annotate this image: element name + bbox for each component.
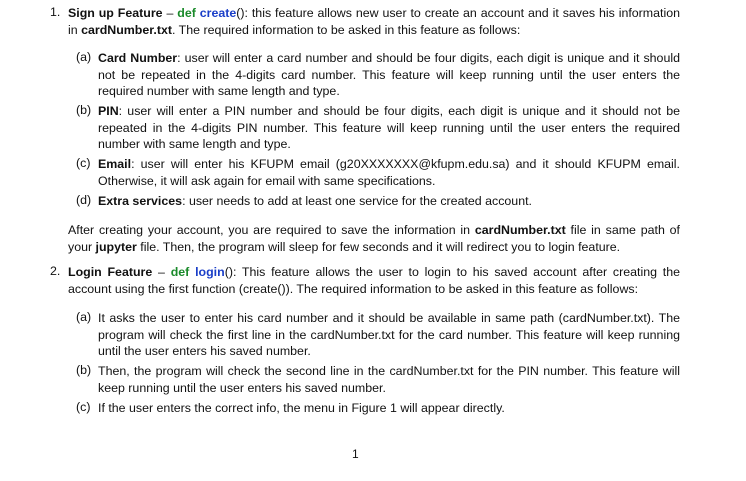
sub-item-label: (a) (76, 50, 92, 64)
sub-item-login-a (76, 310, 680, 360)
function-name: create (199, 6, 237, 20)
sub-item-label: (c) (76, 156, 91, 170)
dash: – (152, 265, 171, 279)
sub-item-extra-services (76, 193, 680, 210)
sub-item-pin (76, 103, 680, 153)
keyword-def: def (177, 6, 196, 20)
sub-item-bold: Card Number (98, 51, 178, 65)
paragraph-text: file. Then, the program will sleep for few seconds and it will redirect you to login feature. (136, 239, 621, 254)
sub-item-login-b (76, 363, 680, 396)
file-name: cardNumber.txt (474, 223, 566, 237)
item-text (68, 264, 680, 297)
sub-item-label: (a) (76, 310, 92, 324)
jupyter-label: jupyter (95, 239, 137, 254)
sub-item-body: : user will enter his KFUPM email (g20XXXXXXX@kfupm.edu.sa) and it should KFUPM email. Otherwise, it will ask again for email with same specifications. (98, 157, 680, 188)
sub-item-label: (b) (76, 363, 92, 377)
feature-title: Sign up Feature (68, 6, 163, 20)
feature-description: (): this feature allows new user to create an account and it saves his information in (68, 6, 680, 37)
sub-item-email (76, 156, 680, 189)
item-number: 2. (50, 264, 61, 278)
sub-item-text (98, 50, 680, 100)
sub-item-text: If the user enters the correct info, the menu in Figure 1 will appear directly. (98, 401, 505, 415)
feature-title: Login Feature (68, 265, 153, 279)
sub-item-bold: PIN (98, 104, 119, 118)
sub-item-text: Then, the program will check the second line in the cardNumber.txt for the PIN number. This feature will keep running until the user enters his saved number. (98, 364, 680, 395)
dash: – (162, 6, 178, 20)
feature-description-end: . The required information to be asked in this feature as follows: (171, 22, 521, 37)
paragraph-text: After creating your account, you are required to save the information in (68, 223, 475, 237)
sub-item-bold: Email (98, 157, 132, 171)
paragraph-text: file in same path of your (68, 223, 680, 254)
sub-item-text (98, 156, 680, 189)
paragraph-after-signup (68, 222, 680, 255)
file-name: cardNumber.txt (81, 22, 172, 37)
sub-item-text (98, 103, 680, 153)
list-item-sign-up (50, 5, 680, 38)
sub-item-card-number (76, 50, 680, 100)
item-text (68, 5, 680, 38)
feature-description: (): This feature allows the user to login to his saved account after creating the account using the first function (create()). The required information to be asked in this feature as follows: (68, 265, 681, 296)
sub-item-text: It asks the user to enter his card number and it should be available in same path (cardNumber.txt). The program will check the first line in the cardNumber.txt for the card number. This feature will keep running until the user enters his saved number. (98, 311, 680, 358)
page-number: 1 (352, 447, 359, 461)
sub-item-label: (c) (76, 400, 91, 414)
sub-item-login-c (76, 400, 680, 417)
sub-item-body: : user will enter a card number and should be four digits, each digit is unique and it should not be repeated in the 4-digits card number. This feature will keep running until the user enters the required number with same length and type. (98, 51, 680, 98)
sub-item-label: (d) (76, 193, 92, 207)
sub-item-body: : user needs to add at least one service for the created account. (182, 194, 532, 208)
sub-item-text (98, 193, 680, 210)
sub-item-body: : user will enter a PIN number and should be four digits, each digit is unique and it should not be repeated in the 4-digits PIN number. This feature will keep running until the user enters the required number with same length and type. (98, 104, 680, 151)
list-item-login (50, 264, 680, 297)
keyword-def: def (170, 265, 190, 279)
sub-item-label: (b) (76, 103, 92, 117)
item-number: 1. (50, 5, 61, 19)
sub-item-bold: Extra services (98, 194, 183, 208)
function-name: login (195, 265, 225, 279)
